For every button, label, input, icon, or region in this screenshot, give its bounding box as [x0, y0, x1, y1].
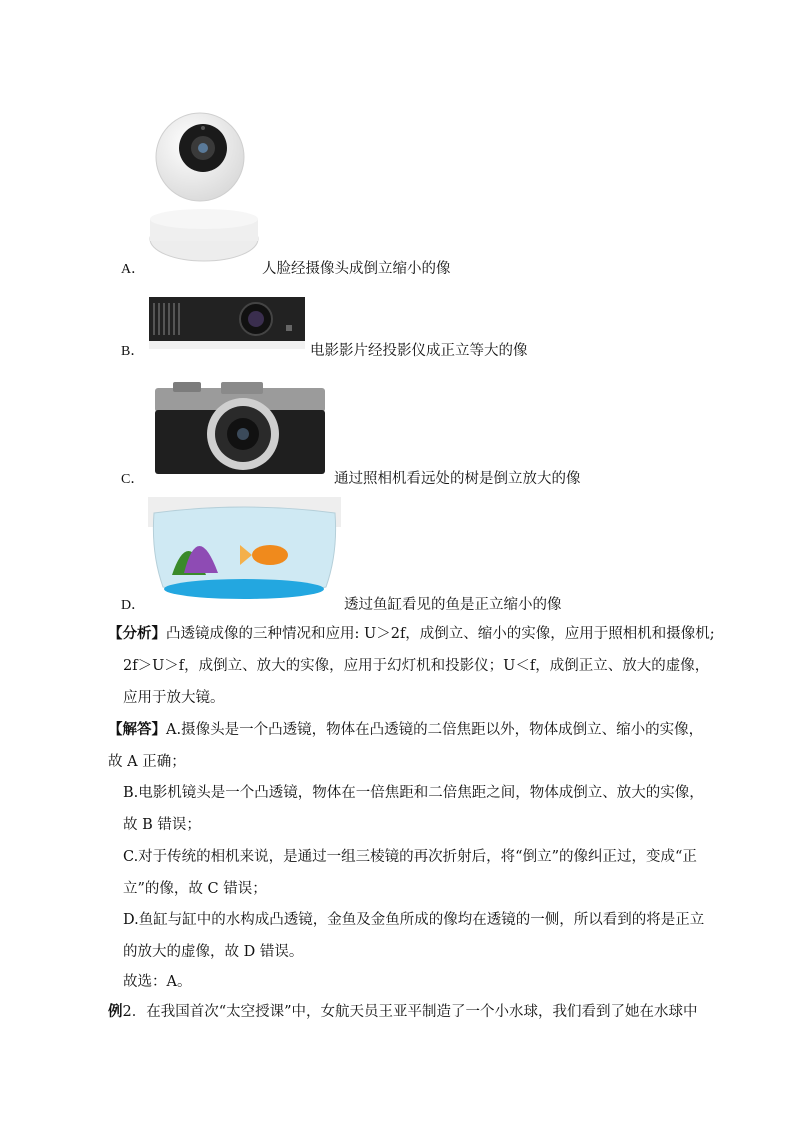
analysis-line-3: 应用于放大镜。 [123, 690, 225, 706]
security-camera-image [148, 101, 260, 264]
solution-choice: 故选：A。 [123, 974, 192, 990]
option-b-text: 电影影片经投影仪成正立等大的像 [310, 343, 528, 359]
solution-line-b1: B.电影机镜头是一个凸透镜，物体在一倍焦距和二倍焦距之间，物体成倒立、放大的实像， [123, 785, 704, 801]
analysis-line-2: 2f＞U＞f，成倒立、放大的实像，应用于幻灯机和投影仪；U＜f，成倒正立、放大的虚像， [123, 658, 710, 674]
solution-line-d1: D.鱼缸与缸中的水构成凸透镜，金鱼及金鱼所成的像均在透镜的一侧，所以看到的将是正立 [123, 912, 705, 928]
solution-line-c1: C.对于传统的相机来说，是通过一组三棱镜的再次折射后，将“倒立”的像纠正过，变成“正 [123, 849, 697, 865]
option-b-letter: B． [121, 344, 145, 359]
solution-line-a2: 故 A 正确； [108, 754, 186, 770]
next-example-line [108, 1000, 698, 1021]
analysis-line-1 [108, 622, 715, 643]
analysis-text-1: 凸透镜成像的三种情况和应用: U＞2f，成倒立、缩小的实像，应用于照相机和摄像机; [166, 626, 715, 642]
solution-line-c2: 立”的像，故 C 错误； [123, 881, 267, 897]
solution-line-d2: 的放大的虚像，故 D 错误。 [123, 944, 304, 960]
option-a-text: 人脸经摄像头成倒立缩小的像 [262, 261, 451, 277]
projector-image [148, 295, 306, 352]
camera-image [153, 378, 327, 478]
solution-line-b2: 故 B 错误； [123, 817, 201, 833]
next-example-label: 例 [108, 1003, 123, 1020]
option-c-letter: C． [121, 472, 145, 487]
solution-a-text: A.摄像头是一个凸透镜，物体在凸透镜的二倍焦距以外，物体成倒立、缩小的实像， [166, 722, 704, 738]
option-d-letter: D． [121, 598, 146, 613]
solution-line-a1 [108, 718, 703, 739]
analysis-tag: 【分析】 [108, 625, 166, 642]
option-c-text: 通过照相机看远处的树是倒立放大的像 [334, 471, 581, 487]
next-example-text: 2．在我国首次“太空授课”中，女航天员王亚平制造了一个小水球，我们看到了她在水球中 [122, 1004, 698, 1020]
solution-tag: 【解答】 [108, 721, 166, 738]
option-a-letter: A． [121, 262, 146, 277]
fish-bowl-image [148, 497, 341, 605]
option-d-text: 透过鱼缸看见的鱼是正立缩小的像 [344, 597, 562, 613]
